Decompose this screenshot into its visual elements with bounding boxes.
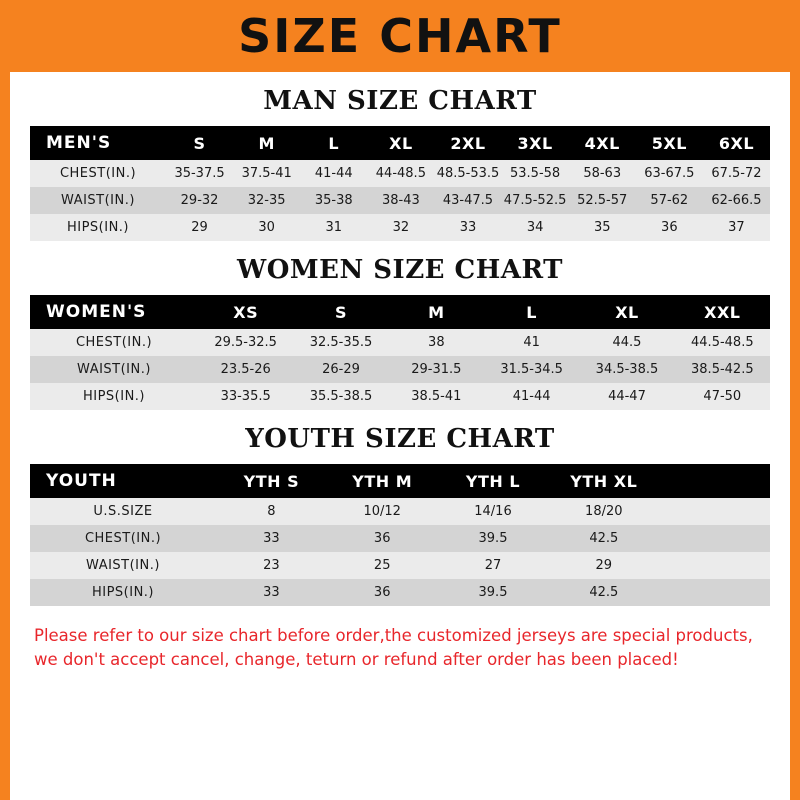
size-header-cell: XL <box>389 133 413 153</box>
table-row <box>30 356 770 383</box>
women-size-table <box>30 295 770 410</box>
row-label: WAIST(IN.) <box>61 193 135 208</box>
size-header-cell: YTH M <box>352 471 413 491</box>
section-title-women: WOMEN SIZE CHART <box>237 255 563 285</box>
spacer-cell <box>659 525 770 552</box>
header-label-youth: YOUTH <box>46 471 117 491</box>
cell: 57-62 <box>650 193 689 208</box>
cell: 33-35.5 <box>220 389 271 404</box>
chart-content <box>10 86 790 672</box>
spacer-cell <box>659 464 770 498</box>
table-row <box>30 187 770 214</box>
table-row <box>30 552 770 579</box>
table-row <box>30 160 770 187</box>
size-header-cell: XS <box>233 302 259 322</box>
women-size-chart-section <box>20 255 780 410</box>
cell: 35 <box>593 220 611 235</box>
cell: 29-31.5 <box>411 362 462 377</box>
page-title: SIZE CHART <box>238 9 562 63</box>
spacer-cell <box>659 552 770 579</box>
row-label: WAIST(IN.) <box>77 362 151 377</box>
cell: 10/12 <box>363 504 401 519</box>
table-header-row <box>30 126 770 160</box>
youth-size-chart-section <box>20 424 780 606</box>
cell: 44.5 <box>612 335 642 350</box>
size-header-cell: 5XL <box>651 133 687 153</box>
size-header-cell: L <box>328 133 340 153</box>
cell: 23.5-26 <box>220 362 271 377</box>
cell: 53.5-58 <box>510 166 561 181</box>
cell: 62-66.5 <box>711 193 762 208</box>
table-row <box>30 383 770 410</box>
cell: 31 <box>325 220 343 235</box>
cell: 44.5-48.5 <box>691 335 754 350</box>
size-header-cell: S <box>334 302 347 322</box>
cell: 35-38 <box>314 193 353 208</box>
man-size-table <box>30 126 770 241</box>
cell: 8 <box>267 504 276 519</box>
cell: 43-47.5 <box>442 193 494 208</box>
cell: 23 <box>263 558 280 573</box>
header-label-women: WOMEN'S <box>46 302 147 322</box>
row-label: HIPS(IN.) <box>82 389 146 404</box>
cell: 38 <box>428 335 445 350</box>
cell: 48.5-53.5 <box>436 166 500 181</box>
cell: 32-35 <box>247 193 286 208</box>
cell: 38.5-42.5 <box>691 362 754 377</box>
cell: 29.5-32.5 <box>214 335 277 350</box>
header-bar <box>0 0 800 72</box>
cell: 44-47 <box>608 389 646 404</box>
size-header-cell: XL <box>615 302 639 322</box>
section-title-youth: YOUTH SIZE CHART <box>245 424 555 454</box>
table-row <box>30 214 770 241</box>
table-row <box>30 579 770 606</box>
row-label: WAIST(IN.) <box>86 558 160 573</box>
size-header-cell: M <box>428 302 445 322</box>
row-label: CHEST(IN.) <box>59 166 137 181</box>
row-label: CHEST(IN.) <box>75 335 153 350</box>
cell: 44-48.5 <box>375 166 426 181</box>
cell: 38-43 <box>381 193 420 208</box>
cell: 30 <box>258 220 275 235</box>
footer-line-2: we don't accept cancel, change, teturn or refund after order has been placed! <box>34 649 679 669</box>
table-row <box>30 525 770 552</box>
size-header-cell: XXL <box>704 302 741 322</box>
cell: 47.5-52.5 <box>503 193 567 208</box>
cell: 26-29 <box>322 362 360 377</box>
cell: 29 <box>595 558 613 573</box>
cell: 36 <box>373 585 391 600</box>
cell: 42.5 <box>589 531 619 546</box>
cell: 33 <box>263 585 280 600</box>
size-header-cell: YTH L <box>465 471 521 491</box>
size-header-cell: 6XL <box>718 133 755 153</box>
cell: 18/20 <box>585 504 623 519</box>
cell: 35-37.5 <box>174 166 225 181</box>
section-title-man: MAN SIZE CHART <box>263 86 537 116</box>
size-header-cell: YTH S <box>243 471 300 491</box>
row-label: HIPS(IN.) <box>66 220 130 235</box>
cell: 32 <box>392 220 410 235</box>
cell: 52.5-57 <box>577 193 628 208</box>
cell: 33 <box>459 220 477 235</box>
cell: 14/16 <box>474 504 512 519</box>
spacer-cell <box>659 498 770 525</box>
size-header-cell: L <box>526 302 537 322</box>
cell: 33 <box>263 531 280 546</box>
row-label: U.S.SIZE <box>93 504 153 519</box>
spacer-cell <box>659 579 770 606</box>
cell: 41-44 <box>314 166 353 181</box>
size-header-cell: S <box>193 133 206 153</box>
size-header-cell: 3XL <box>517 133 553 153</box>
cell: 35.5-38.5 <box>309 389 373 404</box>
size-header-cell: YTH XL <box>570 471 638 491</box>
cell: 38.5-41 <box>411 389 462 404</box>
size-header-cell: 2XL <box>450 133 486 153</box>
row-label: HIPS(IN.) <box>91 585 155 600</box>
man-size-chart-section <box>20 86 780 241</box>
footer-note <box>34 624 766 672</box>
cell: 31.5-34.5 <box>500 362 563 377</box>
cell: 58-63 <box>583 166 622 181</box>
cell: 34.5-38.5 <box>595 362 659 377</box>
cell: 63-67.5 <box>644 166 695 181</box>
cell: 34 <box>526 220 544 235</box>
size-header-cell: M <box>258 133 275 153</box>
table-row <box>30 498 770 525</box>
cell: 41 <box>523 335 540 350</box>
cell: 27 <box>484 558 502 573</box>
cell: 29 <box>191 220 208 235</box>
cell: 29-32 <box>180 193 219 208</box>
cell: 32.5-35.5 <box>309 335 373 350</box>
footer-line-1: Please refer to our size chart before order,the customized jerseys are special products, <box>34 626 753 645</box>
cell: 36 <box>373 531 391 546</box>
table-header-row <box>30 295 770 329</box>
size-header-cell: 4XL <box>584 133 620 153</box>
cell: 36 <box>661 220 678 235</box>
cell: 39.5 <box>478 531 508 546</box>
cell: 37 <box>728 220 745 235</box>
cell: 37.5-41 <box>241 166 292 181</box>
table-header-row <box>30 464 770 498</box>
cell: 41-44 <box>512 389 551 404</box>
table-row <box>30 329 770 356</box>
cell: 25 <box>373 558 391 573</box>
youth-size-table <box>30 464 770 606</box>
header-label-men: MEN'S <box>46 133 112 153</box>
cell: 42.5 <box>589 585 619 600</box>
cell: 39.5 <box>478 585 508 600</box>
cell: 67.5-72 <box>711 166 762 181</box>
row-label: CHEST(IN.) <box>84 531 162 546</box>
cell: 47-50 <box>703 389 742 404</box>
